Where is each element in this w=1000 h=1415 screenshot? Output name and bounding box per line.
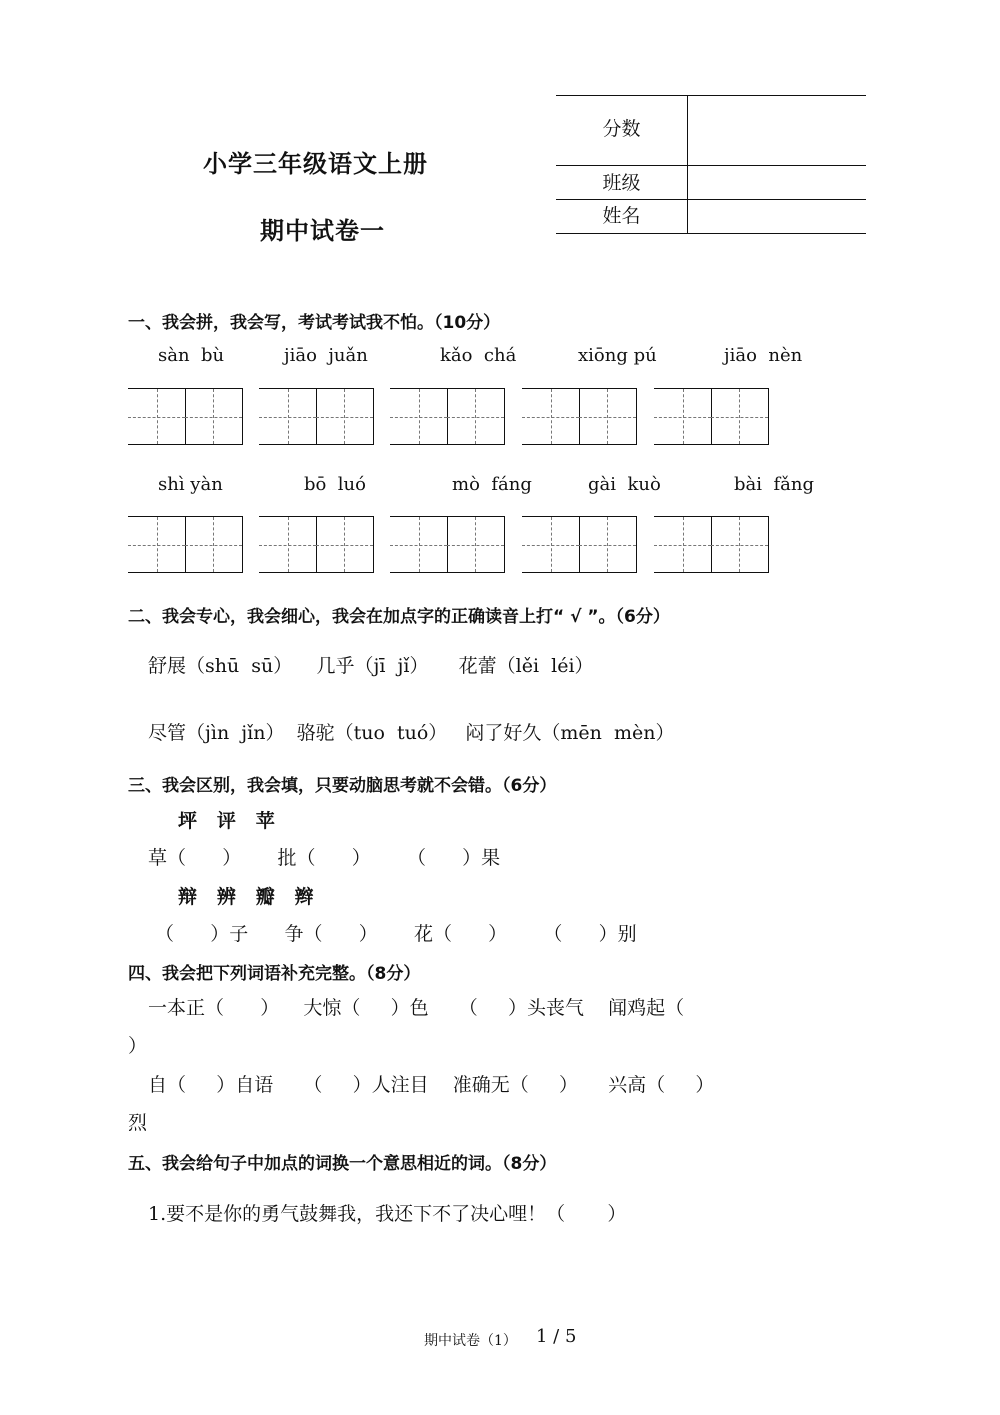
score-label: 分数	[602, 118, 641, 140]
writing-grid[interactable]	[654, 388, 769, 445]
pinyin-item: jiāo juǎn	[284, 345, 368, 366]
section-4-heading: 四、我会把下列词语补充完整。（8分）	[128, 964, 421, 984]
question-line: 1.要不是你的勇气鼓舞我，我还下不了决心哩！（ ）	[148, 1203, 627, 1225]
writing-grid[interactable]	[128, 516, 243, 573]
question-line-wrap: ）	[128, 1035, 148, 1057]
footer-label: 期中试卷（1）	[424, 1333, 517, 1349]
question-line-wrap: 烈	[128, 1112, 148, 1134]
question-line: 草（ ） 批（ ） （ ）果	[148, 847, 501, 869]
page-number: 1 / 5	[536, 1326, 577, 1347]
name-field[interactable]	[689, 201, 865, 232]
pinyin-item: shì yàn	[158, 474, 223, 495]
section-5-heading: 五、我会给句子中加点的词换一个意思相近的词。（8分）	[128, 1154, 557, 1174]
writing-grid[interactable]	[522, 516, 637, 573]
pinyin-item: bō luó	[304, 474, 366, 495]
question-line: 舒展（shū sū） 几乎（jī jǐ） 花蕾（lěi léi）	[148, 655, 594, 677]
info-table	[556, 95, 866, 234]
class-field[interactable]	[689, 167, 865, 198]
writing-grid[interactable]	[390, 516, 505, 573]
score-field[interactable]	[689, 97, 865, 164]
question-line: （ ）子 争（ ） 花（ ） （ ）别	[155, 923, 637, 945]
writing-grid[interactable]	[259, 516, 374, 573]
writing-grid[interactable]	[654, 516, 769, 573]
pinyin-item: mò fáng	[452, 474, 532, 495]
writing-grid[interactable]	[259, 388, 374, 445]
writing-grid[interactable]	[522, 388, 637, 445]
pinyin-item: jiāo nèn	[724, 345, 803, 366]
pinyin-item: kǎo chá	[440, 345, 517, 366]
char-group: 坪 评 苹	[178, 810, 275, 832]
section-2-heading: 二、我会专心，我会细心，我会在加点字的正确读音上打“ √ ”。（6分）	[128, 607, 670, 627]
section-3-heading: 三、我会区别，我会填，只要动脑思考就不会错。（6分）	[128, 776, 557, 796]
pinyin-item: xiōng pú	[578, 345, 657, 366]
question-line: 一本正（ ） 大惊（ ）色 （ ）头丧气 闻鸡起（	[148, 997, 685, 1019]
pinyin-item: gài kuò	[588, 474, 661, 495]
writing-grid[interactable]	[390, 388, 505, 445]
name-label: 姓名	[602, 205, 641, 227]
page-subtitle: 期中试卷一	[260, 217, 385, 245]
question-line: 自（ ）自语 （ ）人注目 准确无（ ） 兴高（ ）	[148, 1074, 715, 1096]
char-group: 辩 辨 瓣 辫	[178, 886, 314, 908]
pinyin-item: sàn bù	[158, 345, 225, 366]
class-label: 班级	[602, 172, 641, 194]
writing-grid[interactable]	[128, 388, 243, 445]
page-title: 小学三年级语文上册	[203, 150, 428, 178]
question-line: 尽管（jìn jǐn） 骆驼（tuo tuó） 闷了好久（mēn mèn）	[148, 722, 675, 744]
section-1-heading: 一、我会拼，我会写，考试考试我不怕。（10分）	[128, 313, 501, 333]
pinyin-item: bài fǎng	[734, 474, 814, 495]
